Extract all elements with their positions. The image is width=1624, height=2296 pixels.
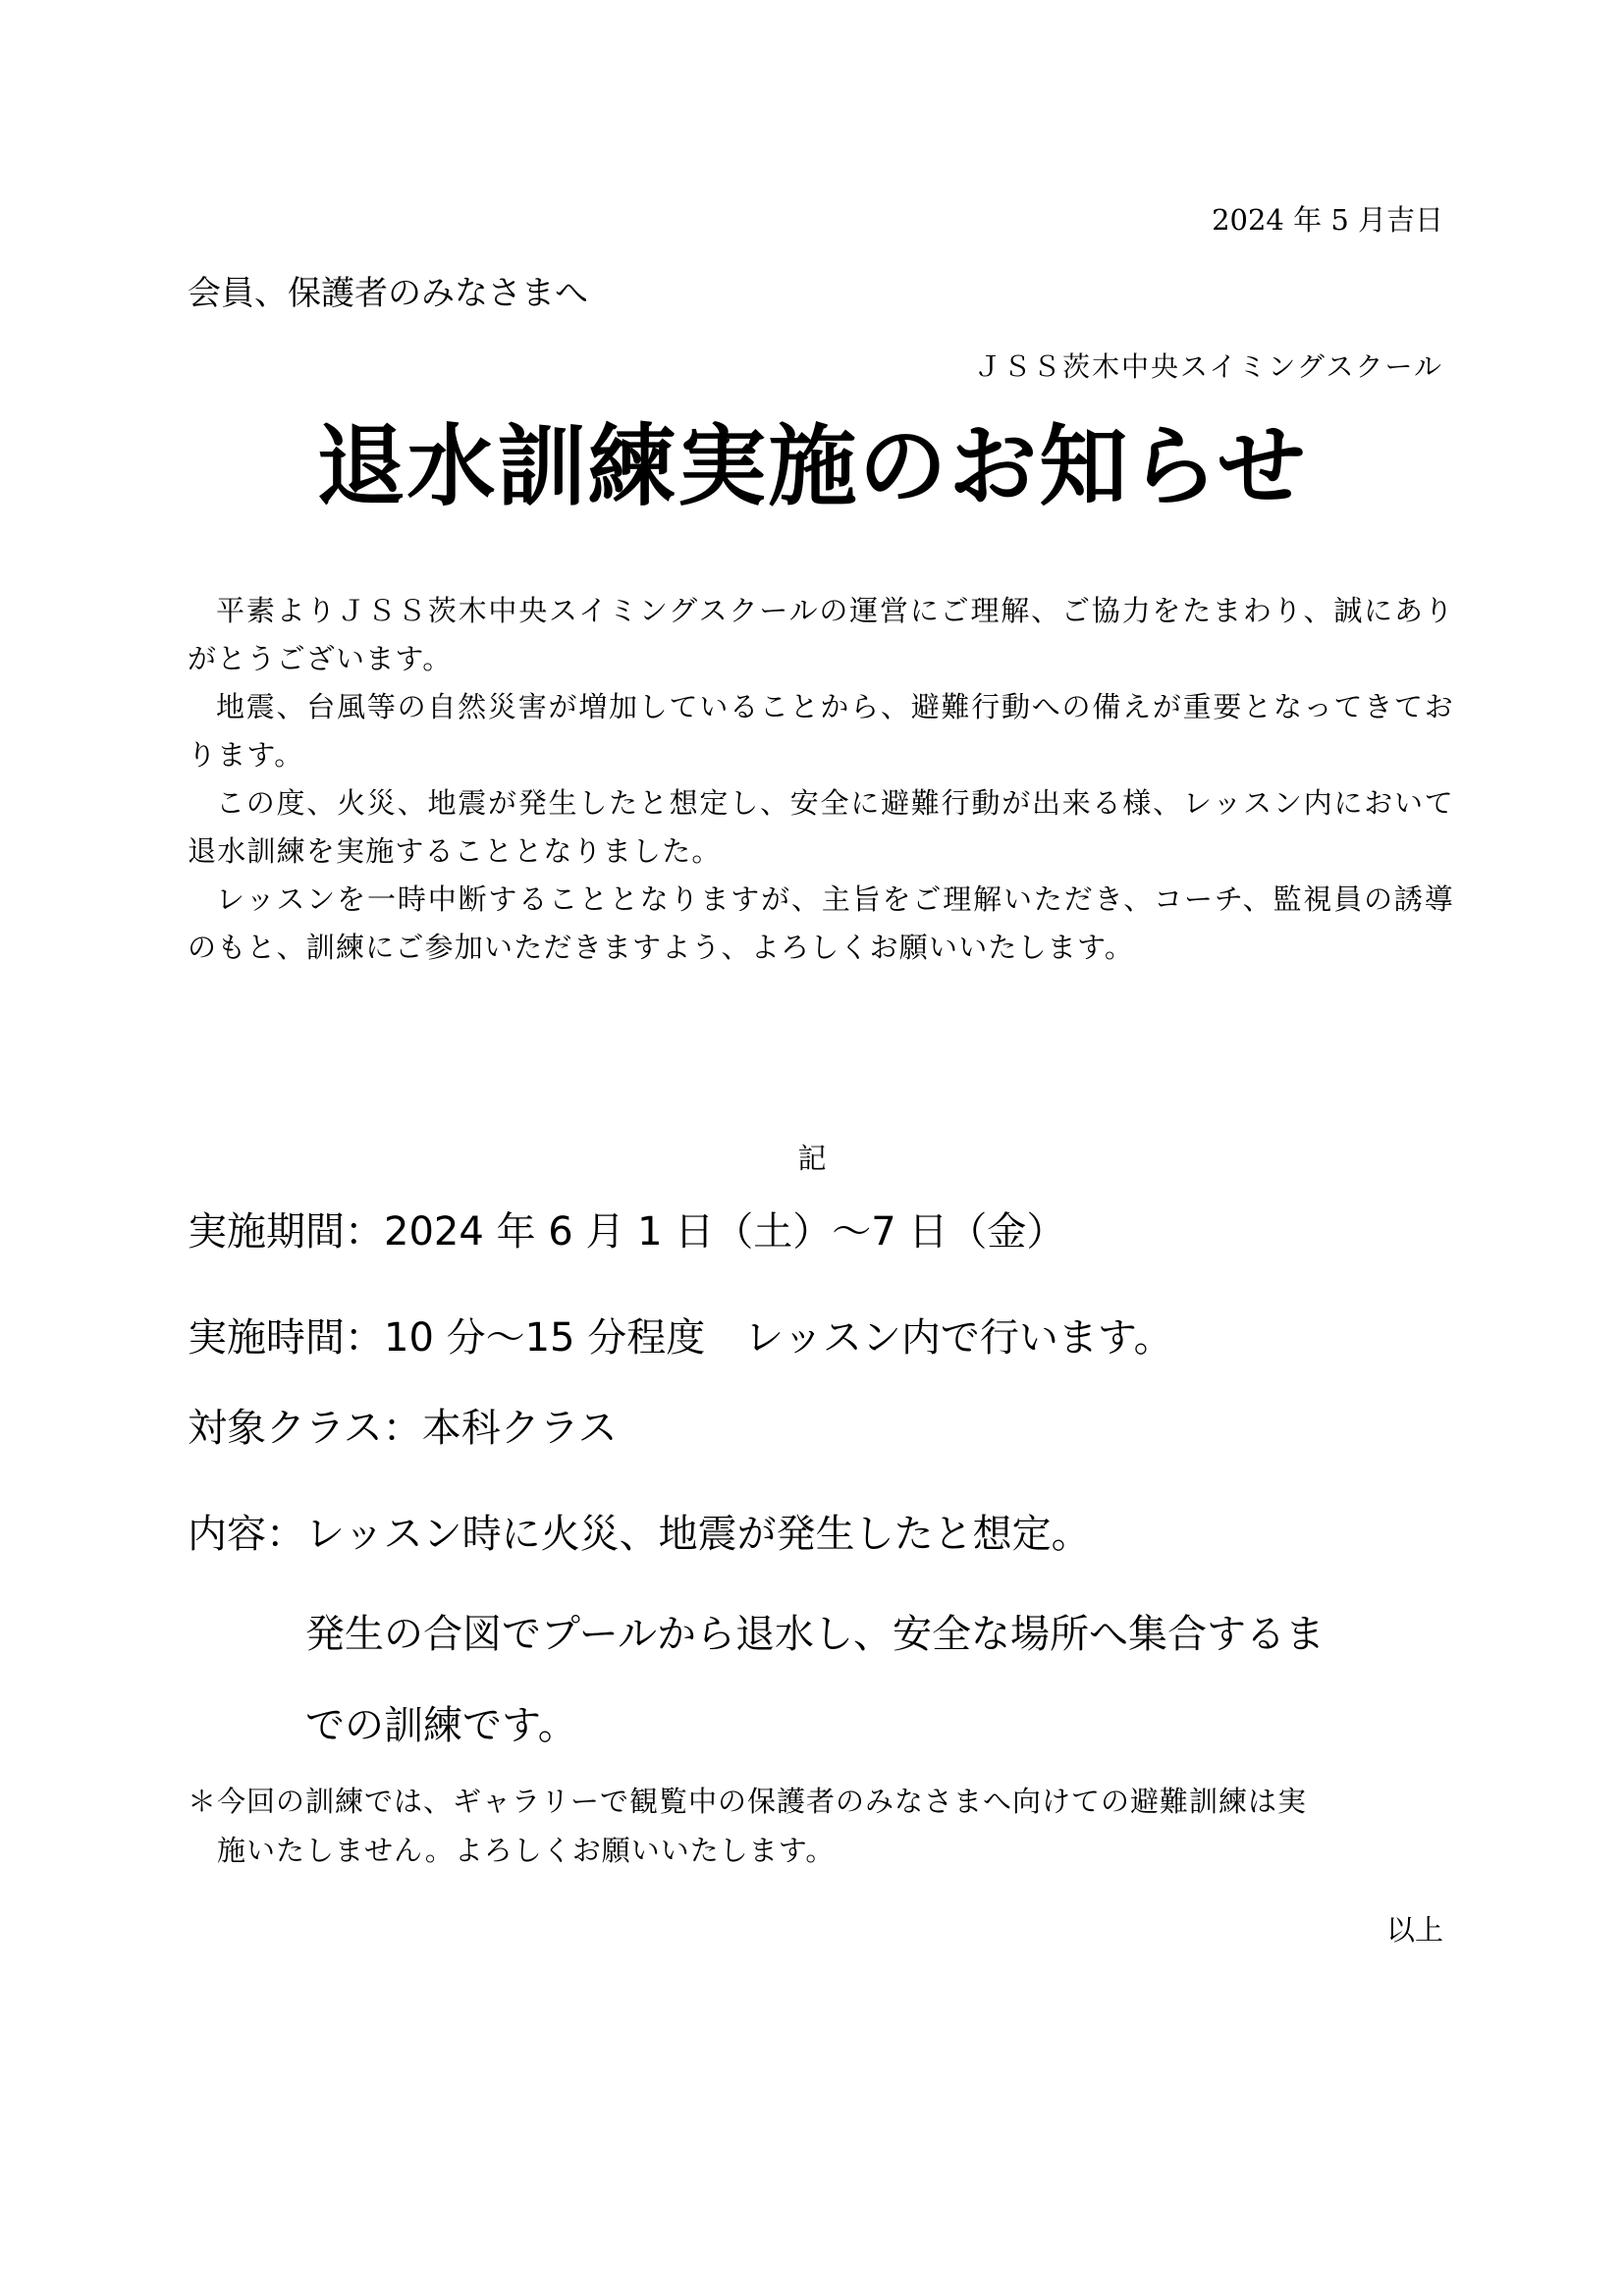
body-paragraph: レッスンを一時中断することとなりますが、主旨をご理解いただき、コーチ、監視員の誘導のもと、訓練にご参加いただきますよう、よろしくお願いいたします。 — [188, 882, 1454, 964]
detail-content-continued: での訓練です。 — [305, 1703, 577, 1748]
detail-target: 対象クラス：本科クラス — [188, 1406, 618, 1451]
body-paragraph: 平素よりＪＳＳ茨木中央スイミングスクールの運営にご理解、ご協力をたまわり、誠にありがとうございます。 — [188, 594, 1454, 675]
detail-period: 実施期間：2024 年 6 月 1 日（土）～7 日（金） — [188, 1209, 1066, 1255]
body-paragraph: 地震、台風等の自然災害が増加していることから、避難行動への備えが重要となってきております。 — [188, 690, 1454, 772]
ki-heading: 記 — [797, 1142, 827, 1175]
body-text — [188, 587, 1454, 972]
detail-time: 実施時間：10 分～15 分程度 レッスン内で行います。 — [188, 1315, 1173, 1361]
sender: ＪＳＳ茨木中央スイミングスクール — [973, 350, 1443, 383]
body-paragraph: この度、火災、地震が発生したと想定し、安全に避難行動が出来る様、レッスン内において退水訓練を実施することとなりました。 — [188, 786, 1454, 868]
note — [188, 1777, 1459, 1875]
date: 2024 年 5 月吉日 — [1212, 203, 1443, 237]
closing: 以上 — [1385, 1913, 1443, 1947]
page-title: 退水訓練実施のお知らせ — [316, 415, 1308, 518]
asterisk-mark: ＊ — [188, 1785, 218, 1818]
addressee: 会員、保護者のみなさまへ — [188, 274, 588, 313]
note-line: 今回の訓練では、ギャラリーで観覧中の保護者のみなさまへ向けての避難訓練は実 — [217, 1785, 1308, 1818]
note-line: 施いたしません。よろしくお願いいたします。 — [217, 1834, 836, 1867]
detail-content: 内容：レッスン時に火災、地震が発生したと想定。 — [188, 1512, 1091, 1557]
detail-content-continued: 発生の合図でプールから退水し、安全な場所へ集合するま — [305, 1612, 1325, 1657]
